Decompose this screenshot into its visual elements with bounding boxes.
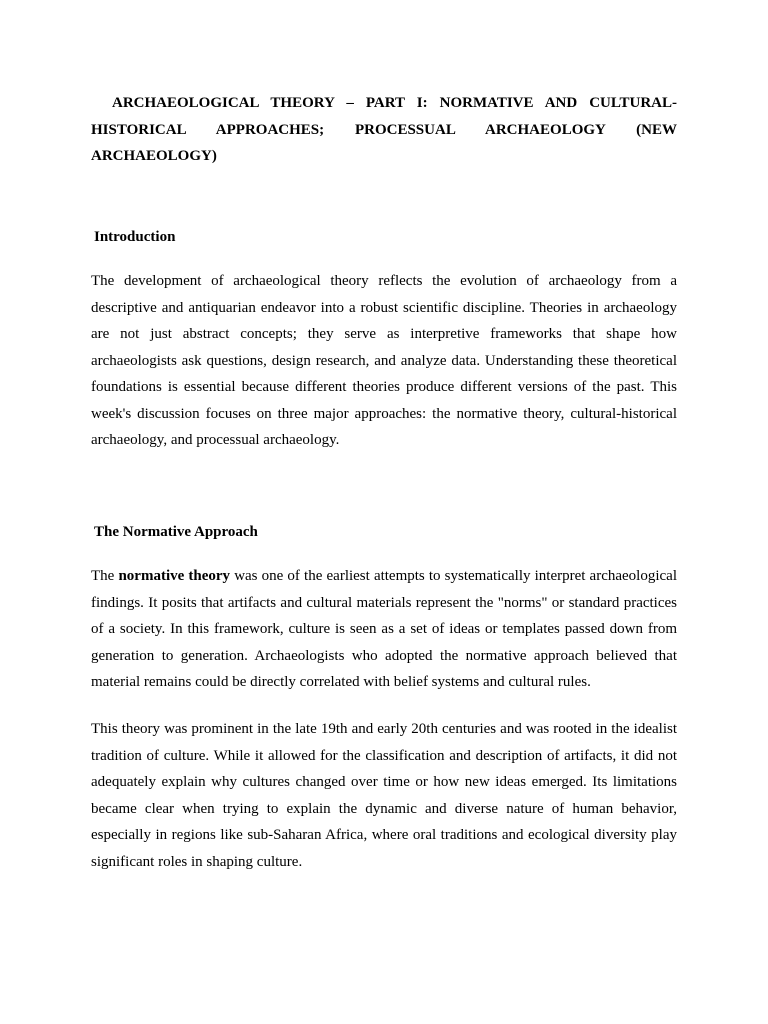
document-title: ARCHAEOLOGICAL THEORY – PART I: NORMATIVE AND CULTURAL-HISTORICAL APPROACHES; PROCESSUAL ARCHAEOLOGY (NEW ARCHAEOLOGY) (91, 95, 677, 164)
normative-theory-term: normative theory (118, 568, 231, 584)
normative-paragraph-1 (91, 563, 677, 696)
normative-paragraph-2: This theory was prominent in the late 19th and early 20th centuries and was rooted in the idealist tradition of culture. While it allowed for the classification and description of artifacts, it did not adequately explain why cultures changed over time or how new ideas emerged. Its limitations became clear when trying to explain the dynamic and diverse nature of human behavior, especially in regions like sub-Saharan Africa, where oral traditions and ecological diversity play significant roles in shaping culture. (91, 721, 677, 870)
section-heading-normative-approach: The Normative Approach (94, 524, 258, 540)
introduction-paragraph: The development of archaeological theory reflects the evolution of archaeology from a descriptive and antiquarian endeavor into a robust scientific discipline. Theories in archaeology are not just abstract concepts; they serve as interpretive frameworks that shape how archaeologists ask questions, design research, and analyze data. Understanding these theoretical foundations is essential because different theories produce different versions of the past. This week's discussion focuses on three major approaches: the normative theory, cultural-historical archaeology, and processual archaeology. (91, 273, 677, 448)
normative-paragraph-1-lead: The (91, 568, 119, 584)
normative-paragraph-1-rest: was one of the earliest attempts to systematically interpret archaeological findings. It posits that artifacts and cultural materials represent the "norms" or standard practices of a society. In this framework, culture is seen as a set of ideas or templates passed down from generation to generation. Archaeologists who adopted the normative approach believed that material remains could be directly correlated with belief systems and cultural rules. (91, 568, 678, 690)
section-heading-introduction: Introduction (94, 229, 176, 245)
